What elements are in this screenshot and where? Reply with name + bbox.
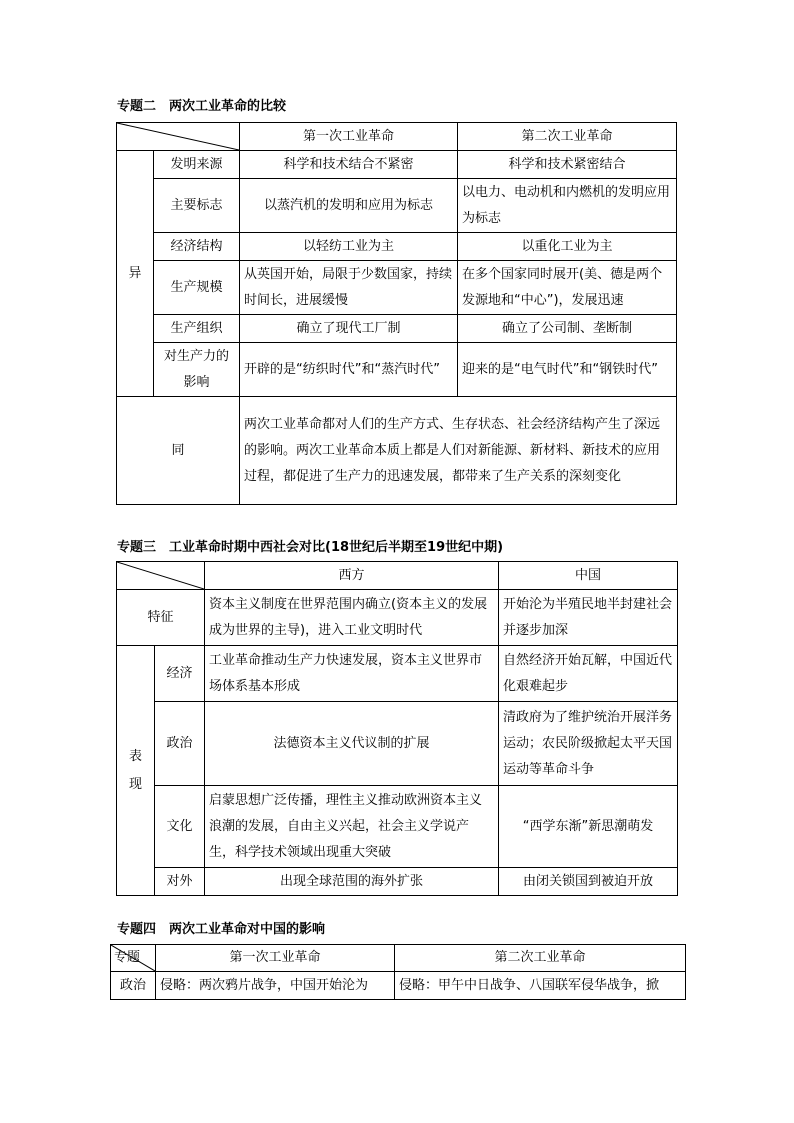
table-cell: 法德资本主义代议制的扩展 — [205, 702, 499, 786]
feature-label: 特征 — [117, 590, 205, 646]
corner-diagonal-cell — [117, 562, 205, 590]
table-cell: 确立了现代工厂制 — [240, 315, 458, 343]
table-cell: 开辟的是“纺织时代”和“蒸汽时代” — [240, 343, 458, 397]
row-label: 政治 — [155, 702, 205, 786]
section4-title: 专题四 两次工业革命对中国的影响 — [117, 922, 326, 937]
row-label: 发明来源 — [154, 151, 240, 179]
row-label: 主要标志 — [154, 179, 240, 233]
table-cell: 启蒙思想广泛传播，理性主义推动欧洲资本主义浪潮的发展，自由主义兴起，社会主义学说产生，科学技术领域出现重大突破 — [205, 786, 499, 868]
table-cell: 以电力、电动机和内燃机的发明应用为标志 — [458, 179, 677, 233]
difference-label: 异 — [117, 151, 154, 397]
row-label: 生产组织 — [154, 315, 240, 343]
industrial-revolution-comparison-table — [116, 122, 677, 505]
table-cell: 由闭关锁国到被迫开放 — [499, 868, 678, 896]
header-second-revolution: 第二次工业革命 — [395, 945, 686, 972]
row-label: 文化 — [155, 786, 205, 868]
table-cell: 开始沦为半殖民地半封建社会并逐步加深 — [499, 590, 678, 646]
performance-label — [117, 646, 155, 896]
section3-title: 专题三 工业革命时期中西社会对比(18世纪后半期至19世纪中期) — [117, 540, 504, 555]
header-second-revolution: 第二次工业革命 — [458, 123, 677, 151]
table-cell: 自然经济开始瓦解，中国近代化艰难起步 — [499, 646, 678, 702]
table-cell: “西学东渐”新思潮萌发 — [499, 786, 678, 868]
east-west-comparison-table — [116, 561, 678, 896]
row-label: 生产规模 — [154, 261, 240, 315]
table-cell: 科学和技术紧密结合 — [458, 151, 677, 179]
similarity-label: 同 — [117, 397, 240, 505]
table-cell: 科学和技术结合不紧密 — [240, 151, 458, 179]
performance-label-text: 表现 — [129, 748, 143, 792]
similarity-text: 两次工业革命都对人们的生产方式、生存状态、社会经济结构产生了深远的影响。两次工业革命本质上都是人们对新能源、新材料、新技术的应用过程，都促进了生产力的迅速发展，都带来了生产关系的深刻变化 — [240, 397, 677, 505]
header-west: 西方 — [205, 562, 499, 590]
table-cell: 从英国开始，局限于少数国家，持续时间长，进展缓慢 — [240, 261, 458, 315]
table-cell: 以重化工业为主 — [458, 233, 677, 261]
impact-on-china-table — [110, 944, 686, 1000]
table-cell: 以轻纺工业为主 — [240, 233, 458, 261]
corner-diagonal-cell — [111, 945, 156, 972]
row-label: 对外 — [155, 868, 205, 896]
table-cell: 在多个国家同时展开(美、德是两个发源地和“中心”)，发展迅速 — [458, 261, 677, 315]
table-cell: 侵略：两次鸦片战争，中国开始沦为 — [156, 972, 395, 1000]
header-first-revolution: 第一次工业革命 — [156, 945, 395, 972]
corner-label: 专题 — [114, 950, 141, 965]
table-cell: 出现全球范围的海外扩张 — [205, 868, 499, 896]
row-label: 经济结构 — [154, 233, 240, 261]
table-cell: 清政府为了维护统治开展洋务运动；农民阶级掀起太平天国运动等革命斗争 — [499, 702, 678, 786]
table-cell: 以蒸汽机的发明和应用为标志 — [240, 179, 458, 233]
row-label: 经济 — [155, 646, 205, 702]
row-label: 政治 — [111, 972, 156, 1000]
table-cell: 侵略：甲午中日战争、八国联军侵华战争，掀 — [395, 972, 686, 1000]
table-cell: 工业革命推动生产力快速发展，资本主义世界市场体系基本形成 — [205, 646, 499, 702]
table-cell: 确立了公司制、垄断制 — [458, 315, 677, 343]
row-label: 对生产力的影响 — [154, 343, 240, 397]
corner-diagonal-cell — [117, 123, 240, 151]
table-cell: 资本主义制度在世界范围内确立(资本主义的发展成为世界的主导)，进入工业文明时代 — [205, 590, 499, 646]
header-first-revolution: 第一次工业革命 — [240, 123, 458, 151]
table-cell: 迎来的是“电气时代”和“钢铁时代” — [458, 343, 677, 397]
section2-title: 专题二 两次工业革命的比较 — [117, 99, 287, 114]
header-china: 中国 — [499, 562, 678, 590]
